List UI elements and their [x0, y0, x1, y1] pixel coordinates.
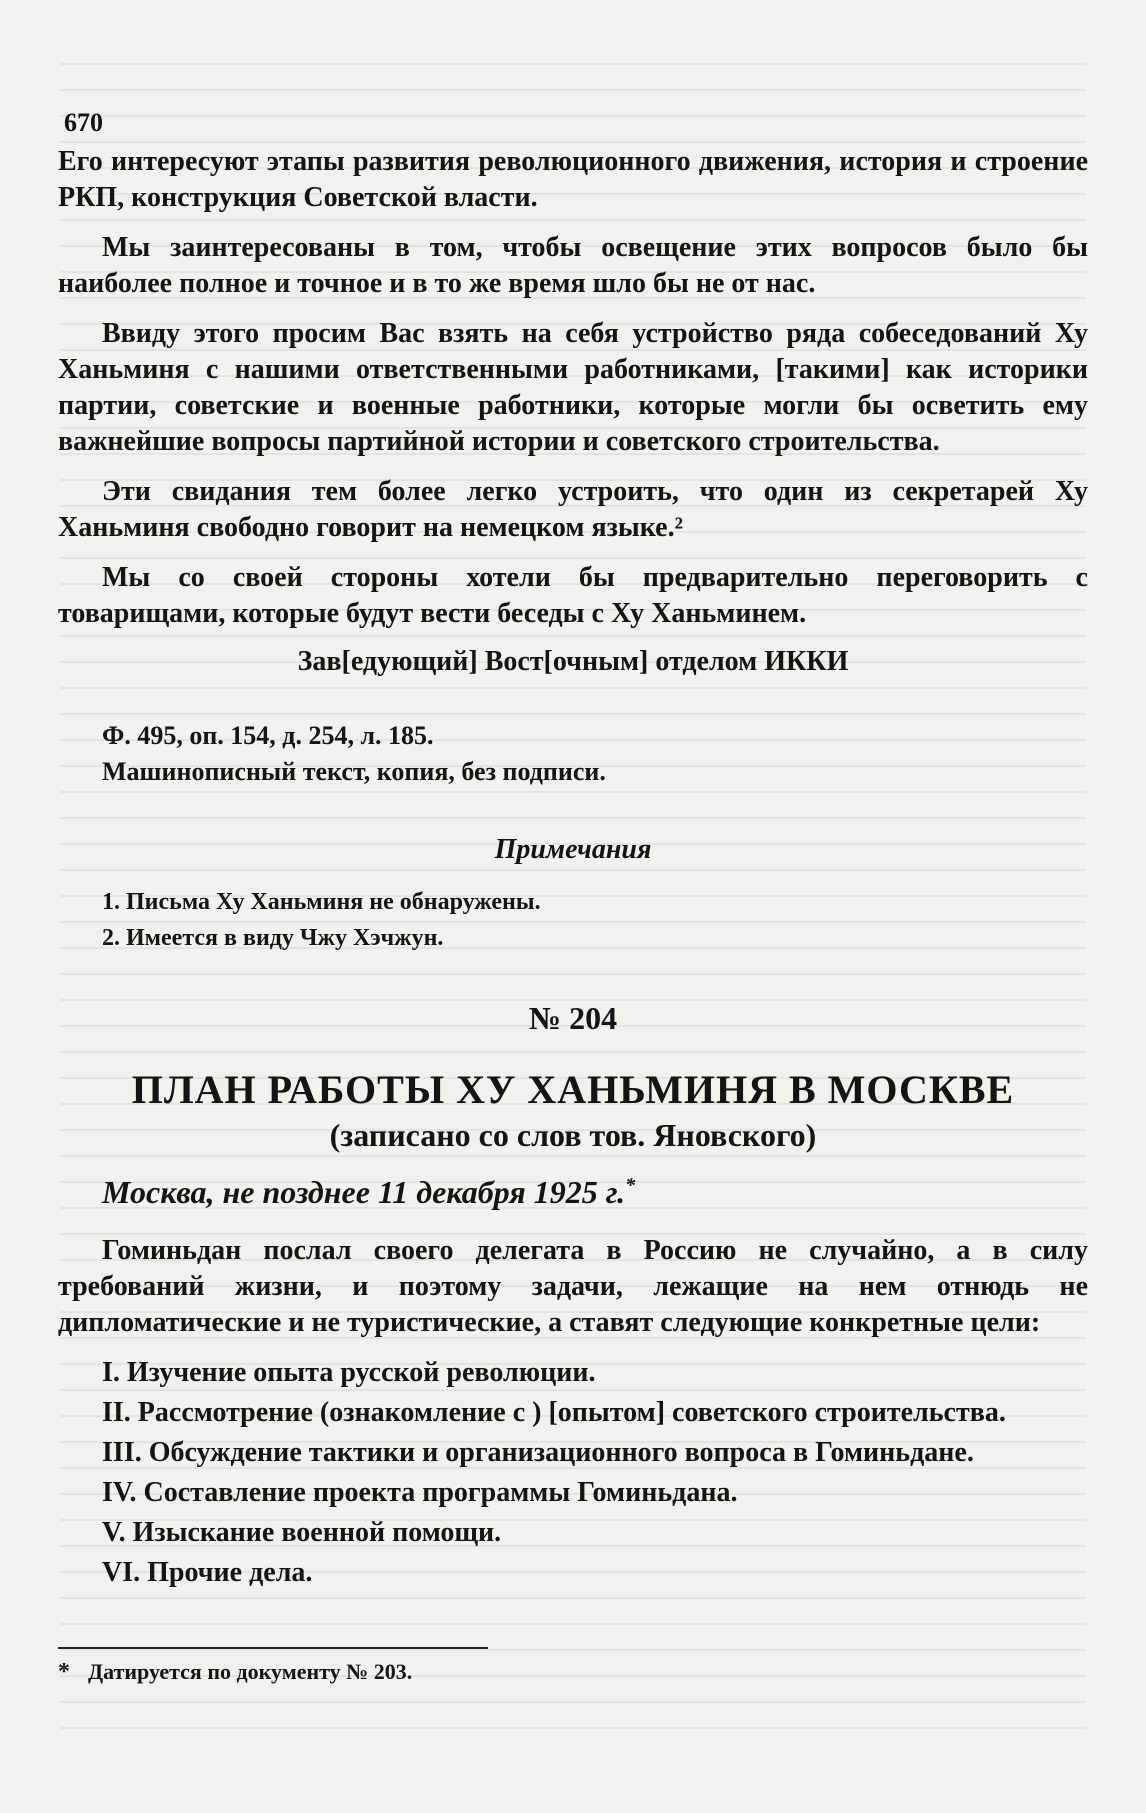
- paragraph-3: Ввиду этого просим Вас взять на себя устройство ряда собеседований Ху Ханьминя с нашими ответственными работниками, [такими] как историки партии, советские и военные работники, которые могли бы осветить ему важнейшие вопросы партийной истории и советского строительства.: [58, 318, 1088, 457]
- plan-intro: Гоминьдан послал своего делегата в Россию не случайно, а в силу требований жизни, и поэтому задачи, лежащие на нем отнюдь не дипломатические и не туристические, а ставят следующие конкретные цели:: [58, 1235, 1088, 1338]
- plan-body: [58, 1233, 1088, 1341]
- letter-body: [58, 144, 1088, 632]
- plan-items: [58, 1355, 1088, 1591]
- plan-item: IV. Составление проекта программы Гоминьдана.: [102, 1477, 738, 1508]
- page-number: 670: [64, 108, 103, 137]
- document-title: ПЛАН РАБОТЫ ХУ ХАНЬМИНЯ В МОСКВЕ: [131, 1067, 1015, 1112]
- archive-reference: Ф. 495, оп. 154, д. 254, л. 185.: [102, 721, 434, 750]
- paragraph-5: Мы со своей стороны хотели бы предварительно переговорить с товарищами, которые будут вести беседы с Ху Ханьминем.: [58, 562, 1088, 629]
- footnote-divider: [58, 1647, 488, 1649]
- notes-heading: Примечания: [494, 834, 652, 865]
- paragraph-2: Мы заинтересованы в том, чтобы освещение этих вопросов было бы наиболее полное и точное и в то же время шло бы не от нас.: [58, 232, 1088, 299]
- plan-item: V. Изыскание военной помощи.: [102, 1517, 502, 1548]
- plan-item: II. Рассмотрение (ознакомление с ) [опытом] советского строительства.: [102, 1397, 1006, 1428]
- notes-list: [58, 884, 1088, 956]
- plan-item: I. Изучение опыта русской революции.: [102, 1357, 596, 1388]
- note-item: 2. Имеется в виду Чжу Хэчжун.: [102, 925, 444, 951]
- footnote-text: Датируется по документу № 203.: [88, 1659, 413, 1684]
- page-content: [58, 108, 1088, 1686]
- plan-item: VI. Прочие дела.: [102, 1557, 313, 1588]
- footnote: [58, 1659, 1088, 1686]
- dateline: [102, 1174, 1088, 1211]
- plan-item: III. Обсуждение тактики и организационного вопроса в Гоминьдане.: [102, 1437, 974, 1468]
- paragraph-4: Эти свидания тем более легко устроить, что один из секретарей Ху Ханьминя свободно говорит на немецком языке.²: [58, 476, 1088, 543]
- archive-description: Машинописный текст, копия, без подписи.: [102, 757, 606, 786]
- dateline-footnote-mark: *: [625, 1174, 636, 1197]
- note-item: 1. Письма Ху Ханьминя не обнаружены.: [102, 889, 541, 915]
- signature-line: Зав[едующий] Вост[очным] отделом ИККИ: [297, 646, 849, 677]
- document-number: № 204: [528, 1000, 618, 1036]
- document-subtitle: (записано со слов тов. Яновского): [329, 1117, 817, 1153]
- footnote-mark: *: [58, 1659, 70, 1685]
- paragraph-1: Его интересуют этапы развития революционного движения, история и строение РКП, конструкция Советской власти.: [58, 146, 1088, 213]
- dateline-text: Москва, не позднее 11 декабря 1925 г.: [102, 1174, 626, 1210]
